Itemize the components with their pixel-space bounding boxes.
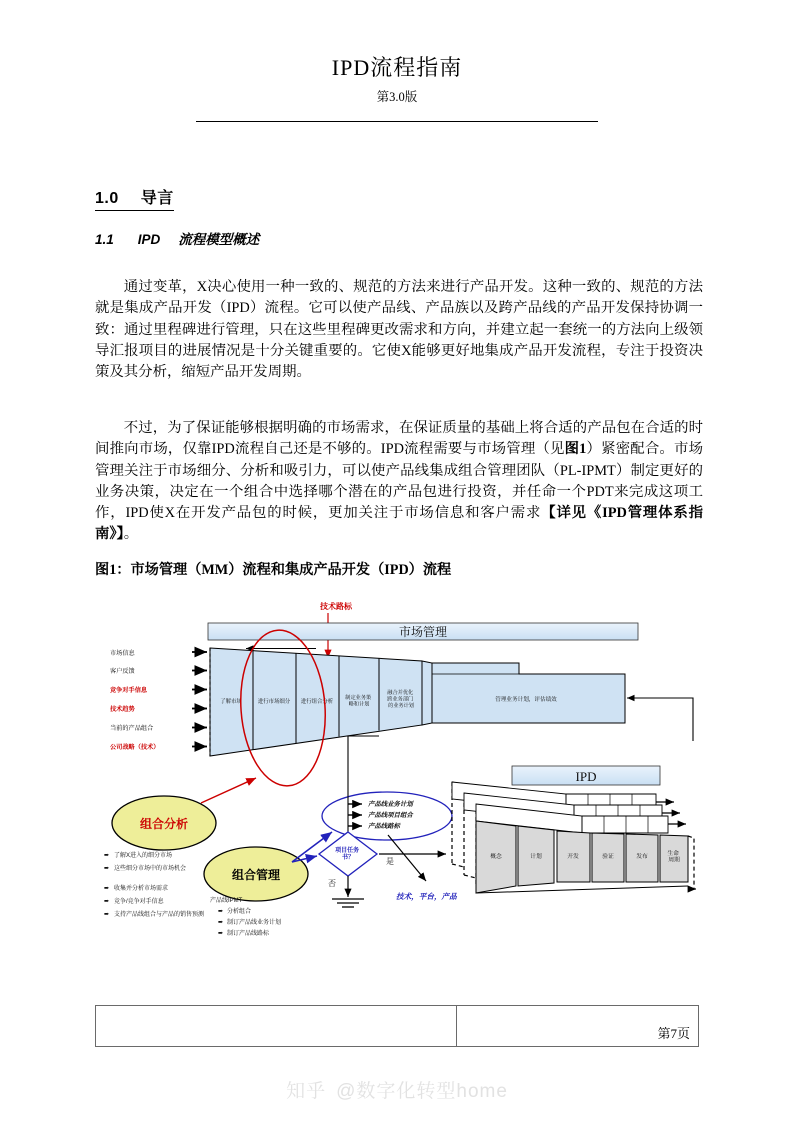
ipd-phase-4: 发布 xyxy=(636,854,648,860)
mm-funnel-neck xyxy=(422,661,432,725)
footer-table xyxy=(95,1005,699,1047)
mm-input-0: 市场信息 xyxy=(110,650,135,657)
svg-text:➨: ➨ xyxy=(104,898,110,905)
ipd-banner-label: IPD xyxy=(575,769,597,784)
portfolio-analysis-label: 组合分析 xyxy=(139,817,189,831)
section-1-1-mid: IPD xyxy=(137,232,161,247)
management-bullet-list xyxy=(218,907,281,937)
guide-reference: 【详见《IPD管理体系指南》】 xyxy=(95,505,703,543)
ipd-phase-0: 概念 xyxy=(490,854,502,860)
svg-text:➨: ➨ xyxy=(218,919,224,926)
tech-platform-product-label: 技术，平台，产品 xyxy=(396,892,457,901)
analysis-bullet-4: 支持产品线组合与产品的销售预测 xyxy=(114,912,205,918)
figure-caption: 图1：市场管理（MM）流程和集成产品开发（IPD）流程 xyxy=(95,562,452,578)
ipmt-header: 产品线IPMT xyxy=(210,898,243,904)
mm-input-5: 公司战略（技术） xyxy=(110,744,160,751)
funnel-stage-2: 进行组合分析 xyxy=(300,699,334,705)
section-1-1-number: 1.1 xyxy=(95,232,114,247)
tech-roadmap-label: 技术路标 xyxy=(320,602,352,611)
plan-ellipse-item-0: 产品线业务计划 xyxy=(368,801,413,808)
watermark-logo: 知乎 xyxy=(286,1081,327,1102)
ipd-phase-3: 验证 xyxy=(602,854,614,860)
section-heading-1-1 xyxy=(95,228,259,248)
analysis-bullet-1: 这些细分市场中的市场机会 xyxy=(114,866,187,872)
section-1-number: 1.0 xyxy=(95,190,119,207)
ground-symbol xyxy=(332,899,364,907)
management-bullet-2: 制订产品线路标 xyxy=(227,931,270,937)
paragraph-2-text-a: 不过，为了保证能够根据明确的市场需求，在保证质量的基础上将合适的产品包在合适的时间推向市场，仅靠IPD流程自己还是不够的。IPD流程需要与市场管理（见 xyxy=(95,420,703,458)
plan-ellipse-item-1: 产品线项目组合 xyxy=(368,812,413,819)
paragraph-2-text-c: ）紧密配合。市场管理关注于市场细分、分析和吸引力，可以使产品线集成组合管理团队（PL-IPMT）制定更好的业务决策，决定在一个组合中选择哪个潜在的产品包进行投资，并任命一个PDT来完成这项工作，IPD使X在开发产品包的时候，更加关注于市场信息和客户需求 xyxy=(95,441,703,522)
decision-no-label: 否 xyxy=(328,879,336,888)
funnel-stage-0: 了解市场 xyxy=(220,699,242,705)
ipd-phase-2: 开发 xyxy=(567,854,579,860)
analysis-bullet-0: 了解X进入的细分市场 xyxy=(114,853,173,859)
funnel-stage-1: 进行市场细分 xyxy=(257,699,291,705)
svg-text:➨: ➨ xyxy=(218,908,224,915)
analysis-bullet-2: 收集并分析市场需求 xyxy=(114,886,169,892)
svg-text:➨: ➨ xyxy=(104,852,110,859)
document-title: IPD流程指南 xyxy=(331,55,463,80)
section-1-1-title: 流程模型概述 xyxy=(178,232,260,247)
watermark-handle: @数字化转型home xyxy=(336,1081,508,1102)
paragraph-1 xyxy=(95,277,703,383)
paragraph-1-text: 通过变革，X决心使用一种一致的、规范的方法来进行产品开发。这种一致的、规范的方法就是集成产品开发（IPD）流程。它可以使产品线、产品族以及跨产品线的产品开发保持协调一致：通过里程碑进行管理，只在这些里程碑更改需求和方向，并建立起一套统一的方法向上级领导汇报项目的进展情况是十分关键重要的。它使X能够更好地集成产品开发流程，专注于投资决策及其分析，缩短产品开发周期。 xyxy=(95,279,703,381)
mm-input-3: 技术趋势 xyxy=(110,706,135,713)
funnel-stage-3: 制定业务策 略和计划 xyxy=(345,695,372,708)
svg-text:➨: ➨ xyxy=(104,865,110,872)
management-bullet-1: 制订产品线业务计划 xyxy=(227,920,282,926)
svg-text:➨: ➨ xyxy=(218,930,224,937)
paragraph-2 xyxy=(95,418,703,546)
ipd-phase-1: 计划 xyxy=(530,854,542,860)
svg-text:➨: ➨ xyxy=(104,885,110,892)
figure-reference: 图1 xyxy=(564,441,587,458)
header-divider xyxy=(196,121,598,122)
mm-input-list xyxy=(109,649,160,751)
section-1-title: 导言 xyxy=(140,190,174,207)
mm-input-4: 当前的产品组合 xyxy=(110,725,154,732)
section-heading-1 xyxy=(95,185,174,211)
footer-page-number: 第7页 xyxy=(657,1026,690,1041)
mm-input-1: 客户反馈 xyxy=(110,668,135,675)
management-bullet-0: 分析组合 xyxy=(227,909,252,915)
analysis-bullet-list xyxy=(104,851,204,918)
watermark xyxy=(0,1076,794,1103)
mm-input-2: 竞争对手信息 xyxy=(110,687,148,694)
ipd-phase-5: 生命 周期 xyxy=(667,851,680,864)
ipd-pipeline xyxy=(452,782,696,893)
plan-ellipse-item-2: 产品线路标 xyxy=(368,823,400,830)
analysis-bullet-3: 竞争/竞争对手信息 xyxy=(114,899,164,905)
funnel-stage-4: 融合并优化 跨业务部门 的业务计划 xyxy=(387,690,414,709)
manage-plan-box-label: 管理业务计划，评估绩效 xyxy=(495,697,557,703)
figure-mm-ipd-diagram xyxy=(96,586,706,937)
paragraph-2-text-d: 。 xyxy=(123,526,139,543)
svg-text:➨: ➨ xyxy=(104,911,110,918)
document-version: 第3.0版 xyxy=(376,90,418,105)
portfolio-management-label: 组合管理 xyxy=(231,868,281,882)
decision-yes-label: 是 xyxy=(386,857,394,866)
mm-banner-label: 市场管理 xyxy=(398,625,448,639)
decision-label: 项目任务 书？ xyxy=(335,848,360,861)
footer-cell-left xyxy=(96,1006,457,1046)
